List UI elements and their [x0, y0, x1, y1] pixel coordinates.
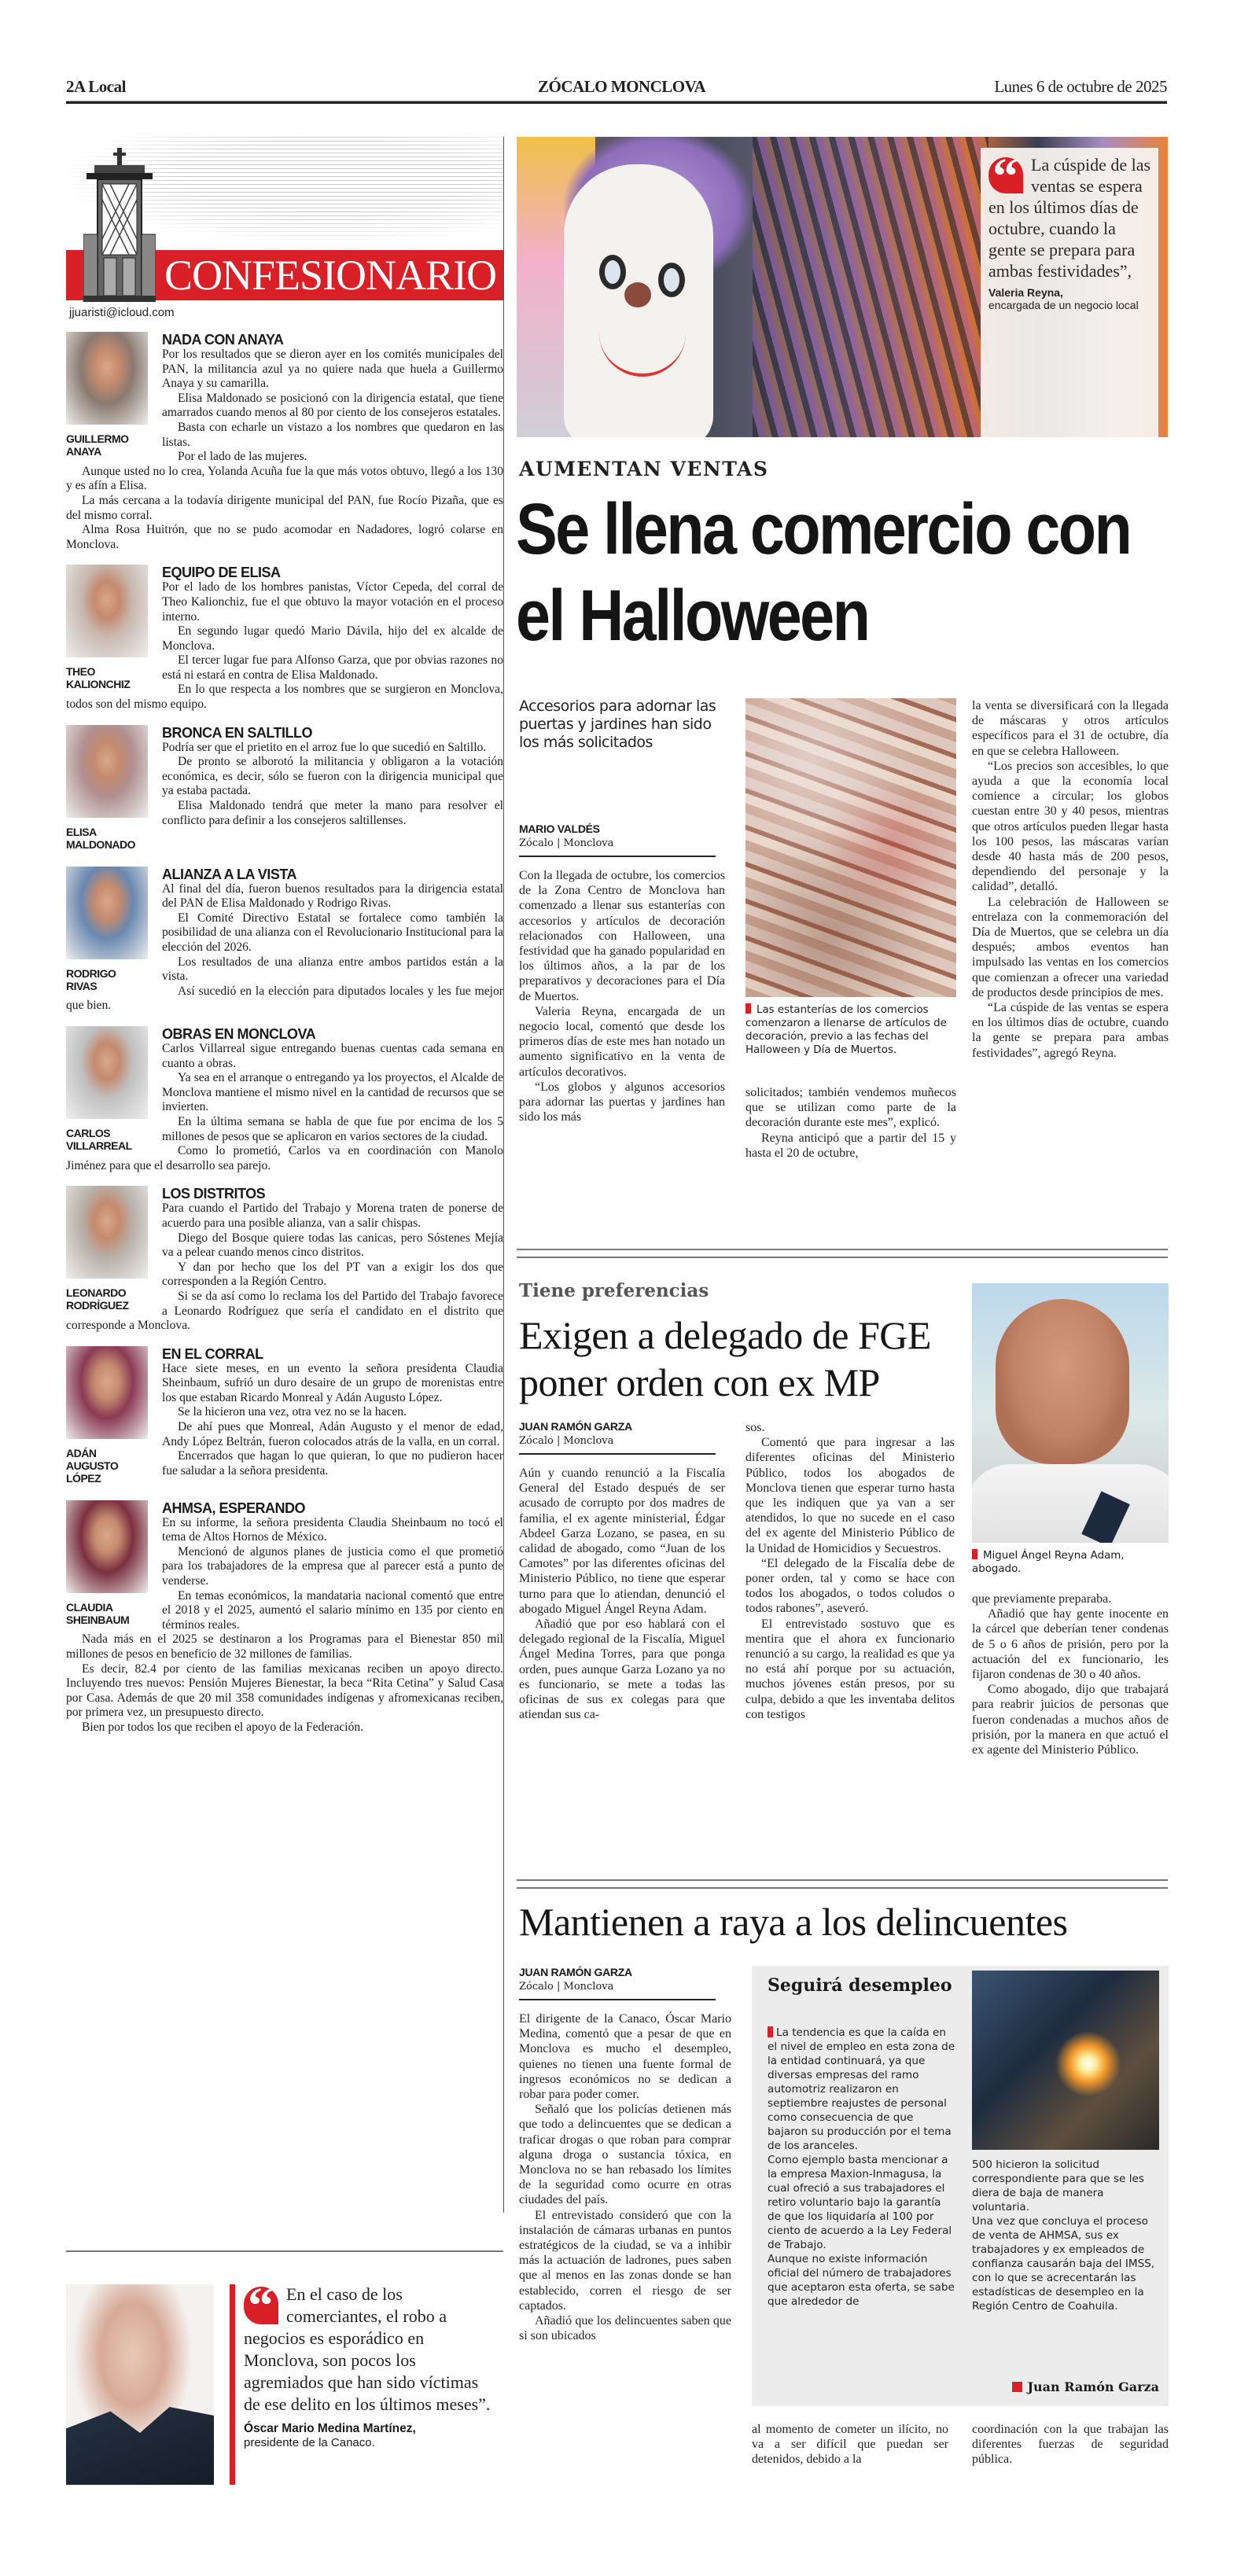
person-photo	[66, 1026, 148, 1119]
article-paragraph: El entrevistado consideró que con la instalación de cámaras urbanas en puntos estratégicos de la ciudad, se va a inhibir más la actuación de ladrones, pues saben que al menos en las zonas donde se han establecido, corren el riesgo de ser captados.	[519, 2208, 731, 2313]
article-paragraph: Como abogado, dijo que trabajará para reabrir juicios de personas que fueron condenadas a muchos años de prisión, por la manera en que actuó el ex agente del Ministerio Público.	[972, 1683, 1169, 1757]
item-heading: LOS DISTRITOS	[162, 1186, 266, 1202]
article-paragraph: Con la llegada de octubre, los comercios de la Zona Centro de Monclova han comenzado a llenar sus estanterías con accesorios y artículos de decoración relacionados con Halloween, una festividad que ha ganado popularidad en los últimos años, a la par de los preparativos y decoraciones para el Día de Muertos.	[519, 869, 725, 1003]
dateline: Zócalo | Monclova	[519, 1981, 614, 1993]
confessional-tower-icon	[83, 148, 156, 302]
item-paragraph: Por el lado de los hombres panistas, Víctor Cepeda, del corral de Theo Kalionchiz, fue el que obtuvo la mayor votación en el proceso interno.	[162, 580, 503, 624]
item-paragraph: Es decir, 82.4 por ciento de las familias mexicanas reciben un apoyo directo. Incluyendo tres nuevos: Pensión Mujeres Bienestar, la beca “Rita Cetina” y Salud Casa por Casa. Además de que 20 mil 358 comunidades indígenas y afromexicanas reciben, por primera vez, un presupuesto directo.	[66, 1662, 503, 1720]
item-paragraph: Y dan por hecho que los del PT van a exigir los dos que corresponden a la Región Centro.	[162, 1260, 503, 1289]
column-item	[66, 867, 503, 1014]
item-heading: NADA CON ANAYA	[162, 332, 284, 348]
article-paragraph: Añadió que hay gente inocente en la cárcel que deberían tener condenas de 5 o 6 años de prisión, pero por la actuación del ex funcionario, les fijaron condenas de 30 o 40 años.	[972, 1607, 1169, 1682]
dateline: Zócalo | Monclova	[519, 837, 614, 849]
item-paragraph: Carlos Villarreal sigue entregando buenas cuentas cada semana en cuanto a obras.	[162, 1042, 503, 1070]
story2-byline	[519, 1420, 716, 1455]
item-paragraph: Mencionó de algunos planes de justicia como el que prometió para los trabajadores de la empresa que al parecer está a punto de venderse.	[162, 1544, 503, 1588]
pull-quote-text: En el caso de los comerciantes, el robo a negocios es esporádico en Monclova, son pocos los agremiados que han sido víctimas de ese delito en los últimos meses”.	[244, 2284, 491, 2414]
story1-kicker: AUMENTAN VENTAS	[519, 458, 769, 480]
seguira-desempleo-sidebar	[752, 1966, 1169, 2406]
article-paragraph: Aún y cuando renunció a la Fiscalía General del Estado después de ser acusado de corrupto por dos madres de familia, el ex agente ministerial, Édgar Abdeel Garza Lozano, se pasea, en su calidad de abogado, como “Juan de los Camotes” por las diferentes oficinas del Ministerio Público, no tiene que esperar turno para que lo atiendan, denunció el abogado Miguel Ángel Reyna Adam.	[519, 1466, 725, 1616]
story3-headline[interactable]: Mantienen a raya a los delincuentes	[519, 1900, 1068, 1944]
item-paragraph: El Comité Directivo Estatal se fortalece como también la posibilidad de una alianza con el Revolucionario Institucional para la elección del 2026.	[162, 911, 503, 955]
story1-column-2	[745, 1085, 956, 1161]
item-paragraph: En temas económicos, la mandataria nacional comentó que entre el 2018 y el 2025, aumentó el salario mínimo en 135 por ciento en términos reales.	[162, 1588, 503, 1632]
item-paragraph: Si se da así como lo reclama los del Partido del Trabajo favorece a Leonardo Rodríguez que sería el candidato en el distrito que corresponde a Monclova.	[66, 1289, 503, 1333]
person-photo	[66, 1346, 148, 1439]
item-paragraph: Bien por todos los que reciben el apoyo de la Federación.	[82, 1720, 364, 1734]
sidebar-title: Seguirá desempleo	[768, 1975, 952, 1996]
person-name: CLAUDIA SHEINBAUM	[66, 1600, 130, 1626]
story2-column-1	[519, 1466, 725, 1722]
item-paragraph: El tercer lugar fue para Alfonso Garza, que por obvias razones no está ni estará en contra de Elisa Maldonado.	[162, 653, 503, 682]
story1-column-3	[972, 698, 1169, 1061]
column-divider	[503, 137, 504, 2213]
author-name: MARIO VALDÉS	[519, 822, 600, 835]
quote-accent-bar	[230, 2284, 235, 2485]
person-name: ADÁN AUGUSTO LÓPEZ	[66, 1446, 119, 1485]
article-paragraph: “Los precios son accesibles, lo que ayuda a que la economía local comience a circular; los globos cuestan entre 30 y 40 pesos, mientras que otros artículos pueden llegar hasta los 100 pesos, las máscaras varían desde 40 hasta más de 200 pesos, dependiendo del personaje y la calidad”, detalló.	[972, 759, 1169, 894]
story3-column-1	[519, 2011, 731, 2343]
item-paragraph: Al final del día, fueron buenos resultados para la dirigencia estatal del PAN de Elisa Maldonado y Rodrigo Rivas.	[162, 881, 503, 911]
item-paragraph: Para cuando el Partido del Trabajo y Morena traten de ponerse de acuerdo para una posible alianza, van a salir chispas.	[162, 1202, 503, 1230]
article-paragraph: sos.	[745, 1421, 765, 1434]
article-paragraph: Añadió que los delincuentes saben que si son ubicados	[519, 2314, 731, 2343]
item-paragraph: Diego del Bosque quiere todas las canicas, pero Sóstenes Mejía va a pelear cuando menos cinco distritos.	[162, 1231, 503, 1260]
story1-column-1	[519, 868, 725, 1124]
hero-quote-text: La cúspide de las ventas se espera en los últimos días de octubre, cuando la gente se prepara para ambas festividades”,	[988, 155, 1151, 281]
sidebar-signature: Juan Ramón Garza	[1012, 2379, 1159, 2394]
article-paragraph: la venta se diversificará con la llegada de máscaras y otros artículos específicos para el 31 de octubre, día en que se celebra Halloween.	[972, 699, 1169, 758]
sidebar-paragraph: 500 hicieron la solicitud correspondiente para que se les diera de baja de manera voluntaria.	[972, 2158, 1144, 2214]
story-divider	[517, 1879, 1168, 1881]
story3-column-3-text: coordinación con la que trabajan las diferentes fuerzas de seguridad pública.	[972, 2423, 1169, 2467]
story1-deck: Accesorios para adornar las puertas y jardines han sido los más solicitados	[519, 697, 716, 751]
article-paragraph: El entrevistado sostuvo que es mentira que el ahora ex funcionario renunció a su cargo, la realidad es que ya no está ahí porque por su actuación, muchos jóvenes están presos, por su culpa, debido a que les inventaba delitos con testigos	[745, 1617, 955, 1721]
item-paragraph: Se la hicieron una vez, otra vez no se la hacen.	[178, 1405, 407, 1419]
story-divider	[517, 1249, 1168, 1250]
item-heading: EQUIPO DE ELISA	[162, 565, 281, 581]
story1-byline	[519, 822, 716, 857]
article-paragraph: Reyna anticipó que a partir del 15 y hasta el 20 de octubre,	[745, 1131, 956, 1160]
quote-mark-icon: “	[244, 2287, 278, 2324]
person-name: THEO KALIONCHIZ	[66, 665, 131, 691]
article-paragraph: Señaló que los policías detienen más que todo a delincuentes que se dedican a traficar drogas o que roban para comprar alguna droga o sustancia tóxica, en Monclova no se han rebasado los límites de la seguridad como ocurre en otras ciudades del país.	[519, 2103, 731, 2207]
item-paragraph: Podría ser que el prietito en el arroz fue lo que sucedió en Saltillo.	[162, 740, 487, 754]
item-paragraph: Por el lado de las mujeres.	[178, 450, 307, 464]
quote-speaker-name: Óscar Mario Medina Martínez,	[244, 2422, 416, 2435]
quote-speaker-role: presidente de la Canaco.	[244, 2436, 375, 2449]
page-header	[66, 77, 1167, 102]
logo-title: CONFESIONARIO	[164, 252, 497, 299]
sidebar-paragraph: Como ejemplo basta mencionar a la empresa Maxion-Inmagusa, la cual ofreció a sus trabajadores el retiro voluntario bajo la garantía de que los liquidaría al 100 por ciento de acuerdo a la Ley Federal de Trabajo.	[768, 2154, 952, 2251]
sidebar-text-1	[768, 2026, 956, 2309]
item-paragraph: En la última semana se habla de que fue por encima de los 5 millones de pesos que se aplicaron en varios sectores de la ciudad.	[162, 1114, 503, 1143]
welder-photo	[972, 1971, 1159, 2150]
item-paragraph: Así sucedió en la elección para diputados locales y les fue mejor que bien.	[66, 984, 503, 1013]
columnist-email[interactable]: jjuaristi@icloud.com	[69, 306, 175, 319]
column-item	[66, 1186, 503, 1333]
item-heading: BRONCA EN SALTILLO	[162, 724, 312, 741]
author-name: JUAN RAMÓN GARZA	[519, 1420, 632, 1433]
sidebar-text-2	[972, 2158, 1159, 2313]
publication-name: ZÓCALO MONCLOVA	[538, 77, 706, 96]
person-name: GUILLERMO ANAYA	[66, 432, 129, 458]
sidebar-paragraph: Aunque no existe información oficial del número de trabajadores que aceptaron esta oferta, se sabe que alrededor de	[768, 2253, 955, 2308]
person-photo	[66, 565, 148, 657]
header-rule	[66, 101, 1167, 104]
section-divider	[66, 2250, 503, 2252]
story2-column-3	[972, 1592, 1169, 1757]
confesionario-column	[66, 134, 503, 1735]
confesionario-logo	[66, 134, 503, 303]
person-photo	[66, 332, 148, 425]
article-paragraph: que previamente preparaba.	[972, 1592, 1112, 1606]
item-paragraph: En lo que respecta a los nombres que se surgieron en Monclova, todos son del mismo equipo.	[66, 683, 503, 712]
item-paragraph: Como lo prometió, Carlos va en coordinación con Manolo Jiménez para que el desarrollo sea parejo.	[66, 1144, 503, 1172]
sidebar-paragraph: La tendencia es que la caída en el nivel de empleo en esta zona de la entidad continuará, ya que diversas empresas del ramo automotriz realizaron en septiembre reajustes de personal como consecuencia de que bajaron su producción por el tema de los aranceles.	[768, 2026, 955, 2152]
miguel-reyna-photo	[972, 1283, 1169, 1543]
item-paragraph: Basta con echarle un vistazo a los nombres que quedaron en las listas.	[162, 420, 503, 449]
item-paragraph: De ahí pues que Monreal, Adán Augusto y el menor de edad, Andy López Beltrán, fueron colocados atrás de la valla, en un corral.	[162, 1420, 503, 1448]
item-heading: EN EL CORRAL	[162, 1345, 263, 1362]
item-paragraph: Aunque usted no lo crea, Yolanda Acuña fue la que más votos obtuvo, llegó a los 130 y es afín a Elisa.	[66, 464, 503, 493]
article-paragraph: El dirigente de la Canaco, Óscar Mario Medina, comentó que a pesar de que en Monclova es mucho el desempleo, quienes no tienen una fuente formal de ingresos económicos no se dedican a robar para poder comer.	[519, 2012, 731, 2102]
author-name: JUAN RAMÓN GARZA	[519, 1966, 632, 1978]
column-item	[66, 1346, 503, 1488]
item-paragraph: Por los resultados que se dieron ayer en los comités municipales del PAN, la militancia azul ya no quiere nada que huela a Guillermo Anaya y su camarilla.	[162, 348, 503, 391]
person-photo	[66, 1500, 148, 1593]
hero-quote-name: Valeria Reyna,	[988, 286, 1063, 299]
item-paragraph: La más cercana a la todavía dirigente municipal del PAN, fue Rocío Pizaña, que es del mismo corral.	[66, 493, 503, 522]
story3-byline	[519, 1966, 716, 2000]
column-item	[66, 1026, 503, 1173]
story2-kicker: Tiene preferencias	[519, 1280, 709, 1301]
canaco-quote-block	[66, 2277, 503, 2485]
item-paragraph: Los resultados de una alianza entre ambos partidos están a la vista.	[162, 955, 503, 984]
item-paragraph: En segundo lugar quedó Mario Dávila, hijo del ex alcalde de Monclova.	[162, 624, 503, 653]
hero-quote-role: encargada de un negocio local	[988, 299, 1139, 311]
item-heading: ALIANZA A LA VISTA	[162, 866, 296, 882]
article-paragraph: “Los globos y algunos accesorios para adornar las puertas y jardines han sido los más	[519, 1080, 725, 1124]
column-item	[66, 1500, 503, 1735]
article-paragraph: solicitados; también vendemos muñecos que se utilizan como parte de la decoración durante este mes”, explicó.	[745, 1086, 956, 1130]
item-paragraph: En su informe, la señora presidenta Claudia Sheinbaum no tocó el tema de Altos Hornos de México.	[162, 1515, 503, 1544]
story2-photo-caption: Miguel Ángel Reyna Adam, abogado.	[972, 1550, 1125, 1575]
item-paragraph: Alma Rosa Huitrón, que no se pudo acomodar en Nadadores, logró colarse en Monclova.	[66, 523, 503, 551]
item-paragraph: Hace siete meses, en un evento la señora presidenta Claudia Sheinbaum, sufrió un duro desaire de un grupo de morenistas entre los que estaban Ricardo Monreal y Adán Augusto López.	[162, 1361, 503, 1404]
column-item	[66, 725, 503, 854]
story1-photo-caption: Las estanterías de los comercios comenzaron a llenarse de artículos de decoración, previo a las fechas del Halloween y Día de Muertos.	[745, 1004, 947, 1056]
item-paragraph: Encerrados que hagan lo que quieran, lo que no pudieron hacer fue saludar a la señora presidenta.	[162, 1449, 503, 1478]
person-name: CARLOS VILLARREAL	[66, 1127, 132, 1152]
person-name: LEONARDO RODRÍGUEZ	[66, 1286, 129, 1312]
article-paragraph: Añadió que por eso hablará con el delegado regional de la Fiscalía, Miguel Ángel Medina Torres, para que ponga orden, pues aunque Garza Lozano ya no es funcionario, se mete a todas las oficinas de sus ex colegas para que atiendan sus ca-	[519, 1617, 725, 1722]
person-photo	[66, 725, 148, 818]
sidebar-paragraph: Una vez que concluya el proceso de venta de AHMSA, sus ex trabajadores y ex empleados de confianza causarán baja del IMSS, con lo que se acrecentarán las estadísticas de desempleo en la Región Centro de Coahuila.	[972, 2215, 1155, 2313]
item-paragraph: Ya sea en el arranque o entregando ya los proyectos, el Alcalde de Monclova mantiene el mismo nivel en la cantidad de recursos que se invierten.	[162, 1071, 503, 1114]
person-name: RODRIGO RIVAS	[66, 966, 116, 992]
halloween-shelf-photo	[745, 698, 956, 997]
person-photo	[66, 1186, 148, 1279]
column-item	[66, 565, 503, 712]
article-paragraph: “El delegado de la Fiscalía debe de poner orden, tal y como se hace con todos los abogados, o todos coludos o todos rabones”, aseveró.	[745, 1556, 955, 1616]
item-paragraph: Nada más en el 2025 se destinaron a los Programas para el Bienestar 850 mil millones de pesos en beneficio de 32 millones de familias.	[66, 1632, 503, 1662]
quote-mark-icon: “	[988, 157, 1023, 193]
halloween-hero-photo	[517, 137, 1168, 437]
item-paragraph: Elisa Maldonado tendrá que meter la mano para resolver el conflicto para definir a los consejeros saltillenses.	[162, 799, 503, 827]
item-paragraph: De pronto se alborotó la militancia y obligaron a la votación económica, es decir, sólo se fueron con la dirigencia municipal que ya estaba pactada.	[162, 755, 503, 798]
story3-column-2-text: al momento de cometer un ilícito, no va a ser difícil que puedan ser detenidos, debido a la	[752, 2423, 948, 2467]
item-heading: AHMSA, ESPERANDO	[162, 1500, 306, 1516]
article-paragraph: Comentó que para ingresar a las diferentes oficinas del Ministerio Público, todos los abogados de Monclova tienen que esperar turno hasta que les indiquen que ya van a ser atendidos, lo que no sucede en el caso del ex agente del Ministerio Público de la Unidad de Homicidios y Secuestros.	[745, 1436, 955, 1555]
section-label: 2A Local	[66, 77, 126, 96]
story2-headline[interactable]: Exigen a delegado de FGE poner orden con ex MP	[519, 1313, 931, 1404]
dateline: Zócalo | Monclova	[519, 1435, 614, 1447]
quote-attribution	[244, 2422, 495, 2450]
column-item	[66, 332, 503, 552]
story1-headline[interactable]: Se llena comercio con el Halloween	[516, 489, 1131, 656]
article-paragraph: “La cúspide de las ventas se espera en los últimos días de octubre, cuando la gente se prepara para ambas festividades”, agregó Reyna.	[972, 1001, 1169, 1060]
item-paragraph: Elisa Maldonado se posicionó con la dirigencia estatal, que tiene amarrados cuando menos al 80 por ciento de los consejeros estatales.	[162, 391, 503, 420]
person-photo	[66, 867, 148, 959]
hero-pull-quote	[981, 148, 1158, 437]
article-paragraph: La celebración de Halloween se entrelaza con la conmemoración del Día de Muertos, que se celebra un día después; ambos eventos han impulsado las ventas en los comercios que comienzan a ofrecer una variedad de productos desde principios de mes.	[972, 895, 1169, 999]
item-heading: OBRAS EN MONCLOVA	[162, 1026, 316, 1042]
person-name: ELISA MALDONADO	[66, 825, 136, 851]
issue-date: Lunes 6 de octubre de 2025	[994, 77, 1167, 96]
article-paragraph: Valeria Reyna, encargada de un negocio local, comentó que desde los primeros días de este mes han notado un aumento significativo en la venta de artículos decorativos.	[519, 1004, 725, 1079]
oscar-medina-photo	[66, 2284, 214, 2485]
story2-column-2	[745, 1420, 955, 1722]
